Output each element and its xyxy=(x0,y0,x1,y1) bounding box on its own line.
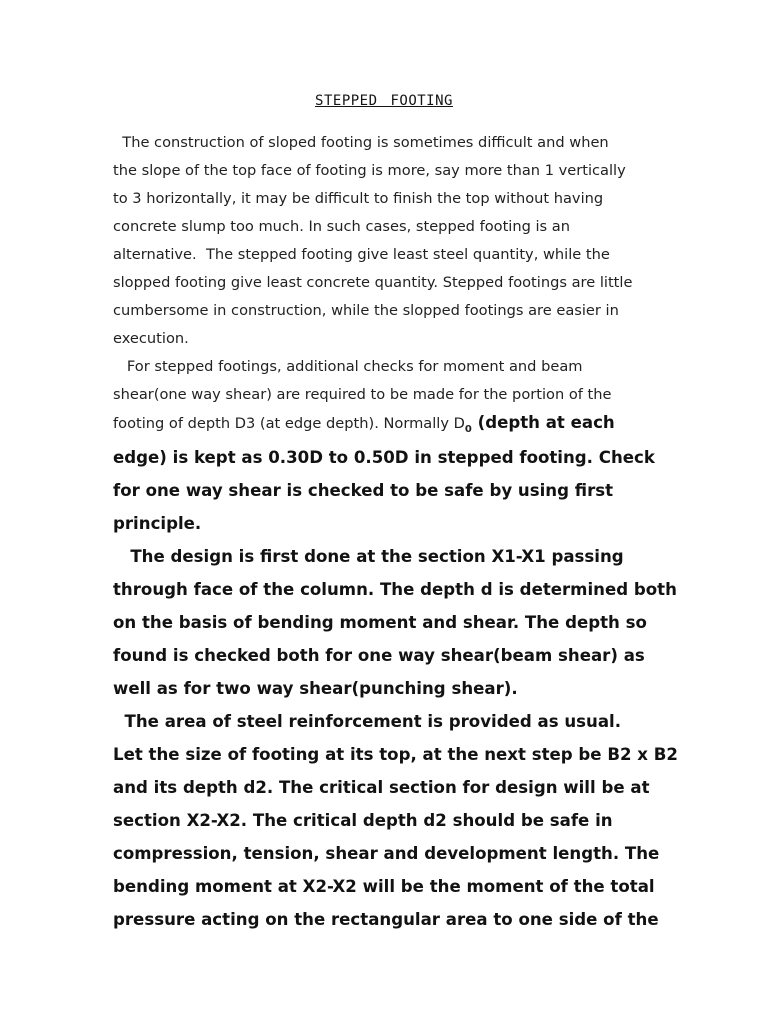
document-title: STEPPED FOOTING xyxy=(315,93,453,109)
text-line: bending moment at X2-X2 will be the moment of the total xyxy=(113,877,655,896)
text-line: pressure acting on the rectangular area to one side of the xyxy=(113,910,659,929)
text-line: and its depth d2. The critical section for design will be at xyxy=(113,778,650,797)
text-line-thin-part: footing of depth D3 (at edge depth). Normally D xyxy=(113,415,465,432)
text-line: edge) is kept as 0.30D to 0.50D in stepped footing. Check xyxy=(113,448,655,467)
text-line: principle. xyxy=(113,514,202,533)
text-line: to 3 horizontally, it may be difficult to finish the top without having xyxy=(113,190,604,207)
text-line: cumbersome in construction, while the slopped footings are easier in xyxy=(113,302,619,319)
text-line: well as for two way shear(punching shear). xyxy=(113,679,518,698)
text-line: shear(one way shear) are required to be made for the portion of the xyxy=(113,386,612,403)
text-line: slopped footing give least concrete quantity. Stepped footings are little xyxy=(113,274,633,291)
text-line: for one way shear is checked to be safe by using first xyxy=(113,481,614,500)
paragraph-sloped-vs-stepped xyxy=(113,129,673,444)
text-line: The construction of sloped footing is sometimes difficult and when xyxy=(113,134,609,151)
text-line: For stepped footings, additional checks for moment and beam xyxy=(113,358,583,375)
text-line: found is checked both for one way shear(beam shear) as xyxy=(113,646,645,665)
paragraph-bold-body xyxy=(113,441,678,936)
text-line: Let the size of footing at its top, at the next step be B2 x B2 xyxy=(113,745,678,764)
text-line: The area of steel reinforcement is provided as usual. xyxy=(113,712,622,731)
text-line-bold-part: (depth at each xyxy=(471,413,615,432)
text-line: execution. xyxy=(113,330,189,347)
text-line: section X2-X2. The critical depth d2 should be safe in xyxy=(113,811,613,830)
text-line: The design is first done at the section X1-X1 passing xyxy=(113,547,624,566)
text-line: alternative. The stepped footing give least steel quantity, while the xyxy=(113,246,610,263)
text-line-mixed xyxy=(113,409,673,444)
text-line: on the basis of bending moment and shear. The depth so xyxy=(113,613,647,632)
text-line: through face of the column. The depth d is determined both xyxy=(113,580,677,599)
text-line: compression, tension, shear and development length. The xyxy=(113,844,660,863)
text-line: concrete slump too much. In such cases, stepped footing is an xyxy=(113,218,570,235)
text-line: the slope of the top face of footing is more, say more than 1 vertically xyxy=(113,162,626,179)
subscript-zero: 0 xyxy=(464,423,472,435)
